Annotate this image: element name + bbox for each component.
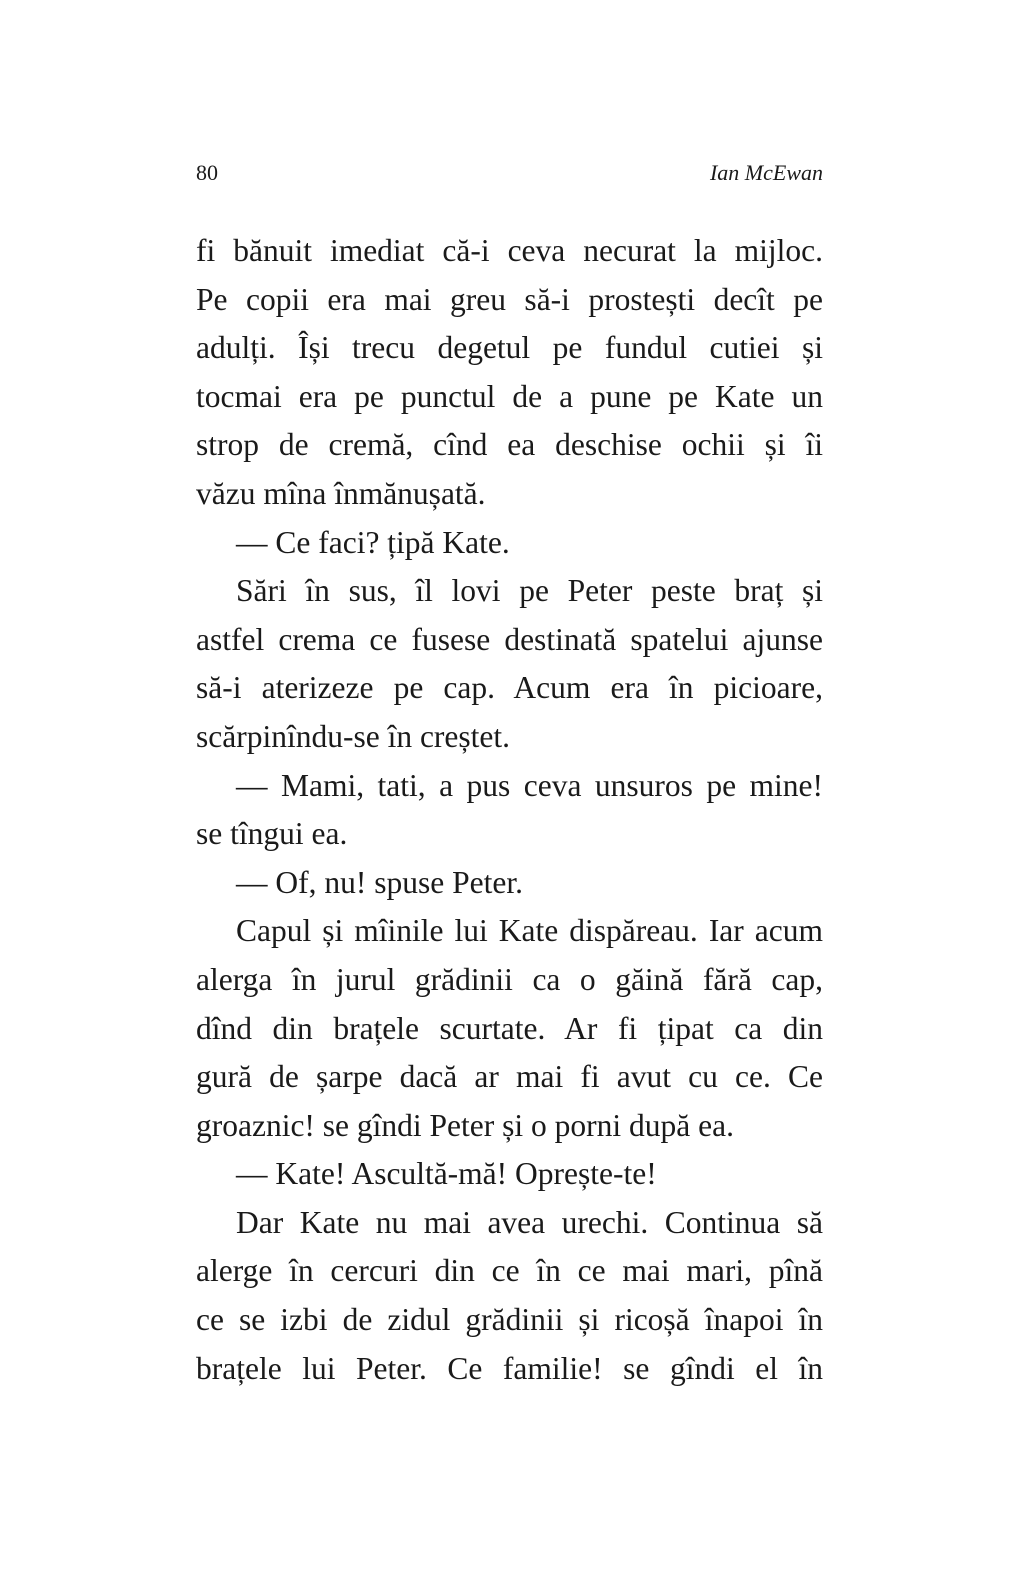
body-text — [196, 227, 823, 1393]
text-line: se tîngui ea. — [196, 816, 348, 852]
text-line: dînd din brațele scurtate. Ar fi țipat ca din — [196, 1010, 823, 1046]
author-name: Ian McEwan — [709, 160, 823, 185]
text-line: Pe copii era mai greu să-i prostești decît pe — [196, 281, 823, 317]
text-line: Sări în sus, îl lovi pe Peter peste braț și — [236, 573, 823, 609]
text-line: tocmai era pe punctul de a pune pe Kate un — [196, 378, 823, 414]
page-number: 80 — [196, 160, 218, 185]
text-line: să-i aterizeze pe cap. Acum era în picioare, — [196, 670, 823, 706]
text-line: alerga în jurul grădinii ca o găină fără cap, — [196, 961, 823, 997]
running-head — [196, 158, 823, 188]
text-line: astfel crema ce fusese destinată spatelui ajunse — [196, 621, 823, 657]
dialogue-line: — Kate! Ascultă-mă! Oprește-te! — [236, 1156, 657, 1192]
text-line: adulți. Își trecu degetul pe fundul cutiei și — [196, 330, 823, 366]
text-line: fi bănuit imediat că-i ceva necurat la mijloc. — [196, 233, 823, 268]
text-line: gură de șarpe dacă ar mai fi avut cu ce. Ce — [196, 1059, 823, 1095]
text-line: scărpinîndu-se în creștet. — [196, 718, 511, 754]
text-line: ce se izbi de zidul grădinii și ricoșă înapoi în — [196, 1302, 823, 1338]
text-line: strop de cremă, cînd ea deschise ochii și îi — [196, 427, 823, 463]
text-line: alerge în cercuri din ce în ce mai mari, pînă — [196, 1253, 823, 1289]
text-line: brațele lui Peter. Ce familie! se gîndi el în — [196, 1350, 823, 1386]
text-line: Dar Kate nu mai avea urechi. Continua să — [236, 1204, 823, 1240]
dialogue-line: — Of, nu! spuse Peter. — [236, 864, 523, 900]
dialogue-line: — Ce faci? țipă Kate. — [236, 524, 510, 560]
text-line: groaznic! se gîndi Peter și o porni după ea. — [196, 1107, 734, 1143]
text-line: Capul și mîinile lui Kate dispăreau. Iar acum — [236, 913, 823, 949]
text-line: văzu mîna înmănușată. — [196, 475, 486, 511]
dialogue-line: — Mami, tati, a pus ceva unsuros pe mine! — [236, 767, 823, 803]
